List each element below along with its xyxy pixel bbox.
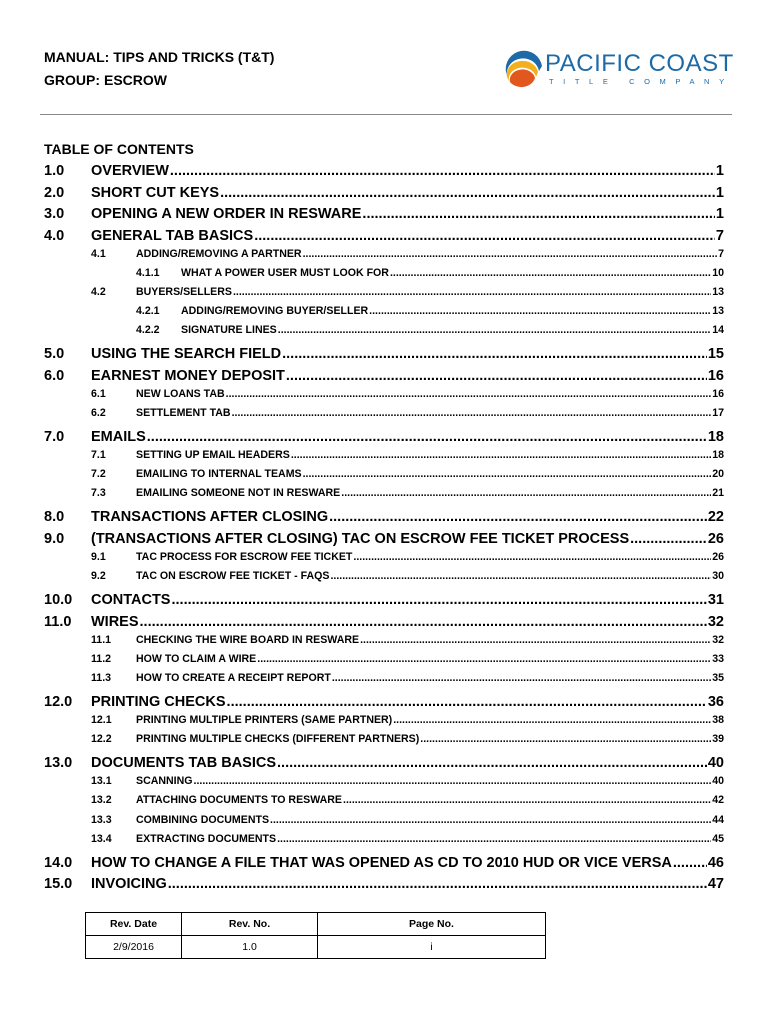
toc-entry[interactable] bbox=[91, 775, 724, 793]
toc-entry[interactable] bbox=[44, 429, 724, 451]
toc-title: TABLE OF CONTENTS bbox=[44, 141, 194, 157]
toc-entry[interactable] bbox=[136, 324, 724, 342]
toc-entry-title: EMAILS bbox=[91, 429, 146, 445]
toc-entry-page: 17 bbox=[712, 407, 724, 419]
toc-entry-page: 7 bbox=[718, 247, 724, 260]
toc-entry-number: 12.0 bbox=[44, 694, 73, 710]
toc-entry[interactable] bbox=[44, 346, 724, 368]
revision-value-row bbox=[86, 936, 546, 959]
toc-entry-number: 7.3 bbox=[91, 487, 106, 500]
toc-leader-dots bbox=[341, 487, 711, 499]
toc-leader-dots bbox=[220, 185, 715, 201]
toc-entry-title: WIRES bbox=[91, 613, 139, 630]
toc-entry-number: 15.0 bbox=[44, 876, 73, 893]
toc-entry-page: 15 bbox=[707, 346, 724, 363]
toc-entry-number: 4.1.1 bbox=[136, 266, 160, 279]
toc-entry-title: TAC PROCESS FOR ESCROW FEE TICKET bbox=[136, 550, 353, 563]
toc-entry[interactable] bbox=[91, 468, 724, 486]
toc-entry-number: 8.0 bbox=[44, 509, 65, 526]
toc-entry[interactable] bbox=[44, 509, 724, 531]
toc-entry-number: 6.2 bbox=[91, 407, 106, 419]
toc-entry[interactable] bbox=[91, 248, 724, 266]
toc-entry[interactable] bbox=[91, 551, 724, 569]
toc-entry-number: 2.0 bbox=[44, 184, 65, 201]
toc-entry[interactable] bbox=[91, 634, 724, 652]
toc-entry-number: 13.0 bbox=[44, 755, 73, 772]
company-logo bbox=[503, 50, 733, 92]
toc-entry[interactable] bbox=[91, 487, 724, 505]
toc-entry-title: GENERAL TAB BASICS bbox=[91, 227, 254, 244]
toc-entry-number: 13.2 bbox=[91, 794, 112, 807]
toc-entry[interactable] bbox=[44, 755, 724, 777]
toc-leader-dots bbox=[362, 206, 715, 222]
toc-leader-dots bbox=[303, 248, 718, 260]
toc-leader-dots bbox=[194, 775, 712, 787]
toc-entry-page: 40 bbox=[712, 775, 724, 788]
toc-leader-dots bbox=[291, 449, 711, 461]
toc-entry-page: 7 bbox=[715, 227, 724, 244]
toc-entry[interactable] bbox=[44, 531, 724, 553]
toc-entry-title: EMAILING TO INTERNAL TEAMS bbox=[136, 468, 302, 481]
toc-entry-title: OVERVIEW bbox=[91, 163, 169, 179]
toc-leader-dots bbox=[390, 267, 711, 279]
toc-entry-title: SETTING UP EMAIL HEADERS bbox=[136, 449, 290, 461]
toc-entry-number: 4.2.1 bbox=[136, 305, 160, 318]
toc-entry-number: 9.1 bbox=[91, 550, 106, 563]
toc-entry-title: WHAT A POWER USER MUST LOOK FOR bbox=[181, 266, 389, 279]
toc-entry-number: 1.0 bbox=[44, 163, 65, 179]
toc-entry[interactable] bbox=[44, 368, 724, 390]
toc-entry-number: 11.2 bbox=[91, 652, 112, 665]
toc-entry-title: SIGNATURE LINES bbox=[181, 324, 277, 337]
toc-entry-title: SHORT CUT KEYS bbox=[91, 184, 220, 201]
page-no-header: Page No. bbox=[318, 913, 546, 936]
group-value: ESCROW bbox=[104, 72, 167, 88]
toc-entry-number: 9.2 bbox=[91, 570, 106, 583]
toc-entry-title: ADDING/REMOVING A PARTNER bbox=[136, 247, 302, 260]
toc-leader-dots bbox=[226, 388, 712, 400]
toc-entry-title: SETTLEMENT TAB bbox=[136, 407, 231, 419]
toc-leader-dots bbox=[277, 755, 707, 771]
toc-entry-title: PRINTING MULTIPLE CHECKS (DIFFERENT PARTNERS) bbox=[136, 733, 420, 746]
toc-entry-page: 16 bbox=[707, 367, 724, 384]
toc-leader-dots bbox=[170, 163, 715, 179]
toc-entry-page: 14 bbox=[712, 324, 724, 337]
toc-entry[interactable] bbox=[44, 206, 724, 228]
toc-entry-number: 14.0 bbox=[44, 854, 73, 871]
toc-entry-number: 13.4 bbox=[91, 832, 112, 845]
toc-leader-dots bbox=[329, 509, 707, 525]
toc-entry-title: BUYERS/SELLERS bbox=[136, 285, 232, 298]
toc-entry[interactable] bbox=[44, 876, 724, 898]
toc-entry-page: 16 bbox=[712, 387, 724, 400]
toc-entry-title: HOW TO CHANGE A FILE THAT WAS OPENED AS CD TO 2010 HUD OR VICE VERSA bbox=[91, 854, 672, 871]
toc-entry[interactable] bbox=[91, 833, 724, 851]
toc-entry-page: 39 bbox=[712, 733, 724, 746]
toc-entry-page: 21 bbox=[712, 487, 724, 500]
toc-leader-dots bbox=[673, 855, 707, 871]
toc-entry-number: 11.0 bbox=[44, 613, 72, 630]
toc-entry-title: COMBINING DOCUMENTS bbox=[136, 813, 270, 826]
toc-entry[interactable] bbox=[91, 733, 724, 751]
toc-entry-page: 32 bbox=[712, 633, 724, 646]
toc-entry[interactable] bbox=[44, 592, 724, 614]
toc-leader-dots bbox=[393, 714, 711, 726]
toc-entry[interactable] bbox=[91, 570, 724, 588]
toc-entry-title: SCANNING bbox=[136, 775, 193, 788]
toc-entry-number: 12.1 bbox=[91, 714, 112, 726]
toc-entry-page: 18 bbox=[707, 429, 724, 445]
toc-entry-title: HOW TO CLAIM A WIRE bbox=[136, 652, 257, 665]
toc-leader-dots bbox=[369, 305, 711, 317]
toc-leader-dots bbox=[282, 346, 707, 362]
toc-entry-title: CHECKING THE WIRE BOARD IN RESWARE bbox=[136, 633, 360, 646]
toc-entry-number: 11.3 bbox=[91, 672, 112, 684]
toc-entry-number: 7.1 bbox=[91, 449, 106, 461]
toc-entry-title: EMAILING SOMEONE NOT IN RESWARE bbox=[136, 487, 341, 500]
toc-entry-title: EXTRACTING DOCUMENTS bbox=[136, 832, 277, 845]
toc-entry-number: 6.0 bbox=[44, 367, 65, 384]
toc-entry-number: 12.2 bbox=[91, 733, 112, 746]
toc-entry-title: HOW TO CREATE A RECEIPT REPORT bbox=[136, 672, 331, 684]
rev-no-value: 1.0 bbox=[182, 936, 318, 959]
toc-entry-number: 13.3 bbox=[91, 813, 112, 826]
toc-entry-title: DOCUMENTS TAB BASICS bbox=[91, 755, 277, 772]
toc-entry-number: 4.0 bbox=[44, 227, 65, 244]
toc-entry-number: 3.0 bbox=[44, 206, 65, 222]
logo-name: PACIFIC COAST bbox=[545, 50, 734, 77]
toc-entry-number: 4.1 bbox=[91, 247, 106, 260]
toc-leader-dots bbox=[233, 286, 711, 298]
toc-entry-page: 47 bbox=[707, 876, 724, 893]
toc-entry[interactable] bbox=[44, 855, 724, 877]
toc-entry[interactable] bbox=[91, 814, 724, 832]
toc-leader-dots bbox=[140, 614, 707, 630]
toc-entry-page: 1 bbox=[715, 206, 724, 222]
document-header bbox=[44, 46, 274, 92]
toc-entry-number: 11.1 bbox=[91, 633, 112, 646]
toc-entry-page: 45 bbox=[712, 832, 724, 845]
toc-leader-dots bbox=[277, 833, 711, 845]
toc-entry-title: TAC ON ESCROW FEE TICKET - FAQS bbox=[136, 570, 330, 583]
toc-entry[interactable] bbox=[91, 286, 724, 304]
toc-entry[interactable] bbox=[91, 672, 724, 690]
toc-entry-number: 7.2 bbox=[91, 468, 106, 481]
page-no-value: i bbox=[318, 936, 546, 959]
toc-entry-number: 6.1 bbox=[91, 387, 106, 400]
toc-entry-page: 26 bbox=[712, 550, 724, 563]
toc-entry-number: 7.0 bbox=[44, 429, 65, 445]
toc-entry[interactable] bbox=[44, 228, 724, 250]
toc-entry-title: INVOICING bbox=[91, 876, 167, 893]
toc-entry-title: (TRANSACTIONS AFTER CLOSING) TAC ON ESCROW FEE TICKET PROCESS bbox=[91, 530, 630, 547]
rev-no-header: Rev. No. bbox=[182, 913, 318, 936]
toc-entry[interactable] bbox=[91, 449, 724, 467]
toc-leader-dots bbox=[630, 531, 707, 547]
toc-entry[interactable] bbox=[136, 267, 724, 285]
toc-entry-page: 13 bbox=[712, 305, 724, 318]
toc-entry[interactable] bbox=[44, 614, 724, 636]
toc-entry-title: CONTACTS bbox=[91, 592, 171, 609]
group-line bbox=[44, 69, 274, 92]
toc-entry[interactable] bbox=[91, 388, 724, 406]
toc-leader-dots bbox=[257, 653, 711, 665]
toc-leader-dots bbox=[168, 876, 707, 892]
toc-entry-number: 13.1 bbox=[91, 775, 112, 788]
toc-entry[interactable] bbox=[91, 714, 724, 732]
rev-date-value: 2/9/2016 bbox=[86, 936, 182, 959]
toc-leader-dots bbox=[270, 814, 711, 826]
toc-leader-dots bbox=[353, 551, 711, 563]
toc-entry-page: 22 bbox=[707, 509, 724, 526]
toc-entry-page: 38 bbox=[712, 714, 724, 726]
revision-table bbox=[85, 912, 546, 959]
manual-title: MANUAL: TIPS AND TRICKS (T&T) bbox=[44, 49, 275, 65]
toc-leader-dots bbox=[332, 672, 711, 684]
toc-leader-dots bbox=[227, 694, 707, 710]
logo-mark-icon bbox=[503, 50, 545, 90]
toc-leader-dots bbox=[330, 570, 711, 582]
toc-entry-page: 40 bbox=[707, 755, 724, 772]
toc-entry-page: 18 bbox=[712, 449, 724, 461]
toc-leader-dots bbox=[147, 429, 707, 445]
toc-entry-title: ATTACHING DOCUMENTS TO RESWARE bbox=[136, 794, 342, 807]
toc-leader-dots bbox=[232, 407, 712, 419]
toc-entry-page: 30 bbox=[712, 570, 724, 583]
toc-entry[interactable] bbox=[91, 653, 724, 671]
toc-entry-page: 46 bbox=[707, 854, 724, 871]
toc-entry-page: 35 bbox=[712, 672, 724, 684]
toc-entry-number: 4.2 bbox=[91, 285, 106, 298]
toc-entry-page: 20 bbox=[712, 468, 724, 481]
toc-entry-title: PRINTING CHECKS bbox=[91, 694, 226, 710]
toc-entry[interactable] bbox=[91, 794, 724, 812]
toc-entry-title: PRINTING MULTIPLE PRINTERS (SAME PARTNER) bbox=[136, 714, 393, 726]
toc-entry-page: 36 bbox=[707, 694, 724, 710]
group-label: GROUP: bbox=[44, 72, 100, 88]
logo-tagline: TITLE COMPANY bbox=[549, 77, 734, 86]
toc-entry-title: USING THE SEARCH FIELD bbox=[91, 346, 282, 363]
toc-entry-number: 9.0 bbox=[44, 530, 65, 547]
toc-entry-title: OPENING A NEW ORDER IN RESWARE bbox=[91, 206, 362, 222]
toc-entry-page: 26 bbox=[707, 530, 724, 547]
toc-entry-page: 32 bbox=[707, 613, 724, 630]
toc-leader-dots bbox=[278, 324, 711, 336]
toc-entry[interactable] bbox=[91, 407, 724, 425]
toc-leader-dots bbox=[171, 592, 706, 608]
toc-entry-page: 31 bbox=[707, 592, 724, 609]
rev-date-header: Rev. Date bbox=[86, 913, 182, 936]
toc-entry[interactable] bbox=[136, 305, 724, 323]
toc-leader-dots bbox=[254, 228, 715, 244]
toc-entry[interactable] bbox=[44, 694, 724, 716]
toc-entry-page: 33 bbox=[712, 652, 724, 665]
header-divider bbox=[40, 114, 732, 115]
toc-leader-dots bbox=[343, 794, 711, 806]
toc-leader-dots bbox=[360, 634, 711, 646]
toc-entry[interactable] bbox=[44, 163, 724, 185]
toc-entry-title: ADDING/REMOVING BUYER/SELLER bbox=[181, 305, 369, 318]
toc-entry-page: 42 bbox=[712, 794, 724, 807]
toc-entry-page: 44 bbox=[712, 813, 724, 826]
toc-leader-dots bbox=[420, 733, 711, 745]
toc-entry[interactable] bbox=[44, 185, 724, 207]
toc-entry-page: 1 bbox=[715, 184, 724, 201]
toc-entry-page: 13 bbox=[712, 285, 724, 298]
toc-entry-title: NEW LOANS TAB bbox=[136, 387, 225, 400]
revision-header-row bbox=[86, 913, 546, 936]
toc-leader-dots bbox=[303, 468, 712, 480]
toc-leader-dots bbox=[286, 368, 707, 384]
toc-entry-title: TRANSACTIONS AFTER CLOSING bbox=[91, 509, 329, 526]
toc-entry-page: 10 bbox=[712, 266, 724, 279]
toc-entry-number: 4.2.2 bbox=[136, 324, 160, 337]
toc-entry-number: 10.0 bbox=[44, 592, 73, 609]
toc-entry-title: EARNEST MONEY DEPOSIT bbox=[91, 367, 285, 384]
toc-entry-page: 1 bbox=[715, 163, 724, 179]
toc-entry-number: 5.0 bbox=[44, 346, 65, 363]
